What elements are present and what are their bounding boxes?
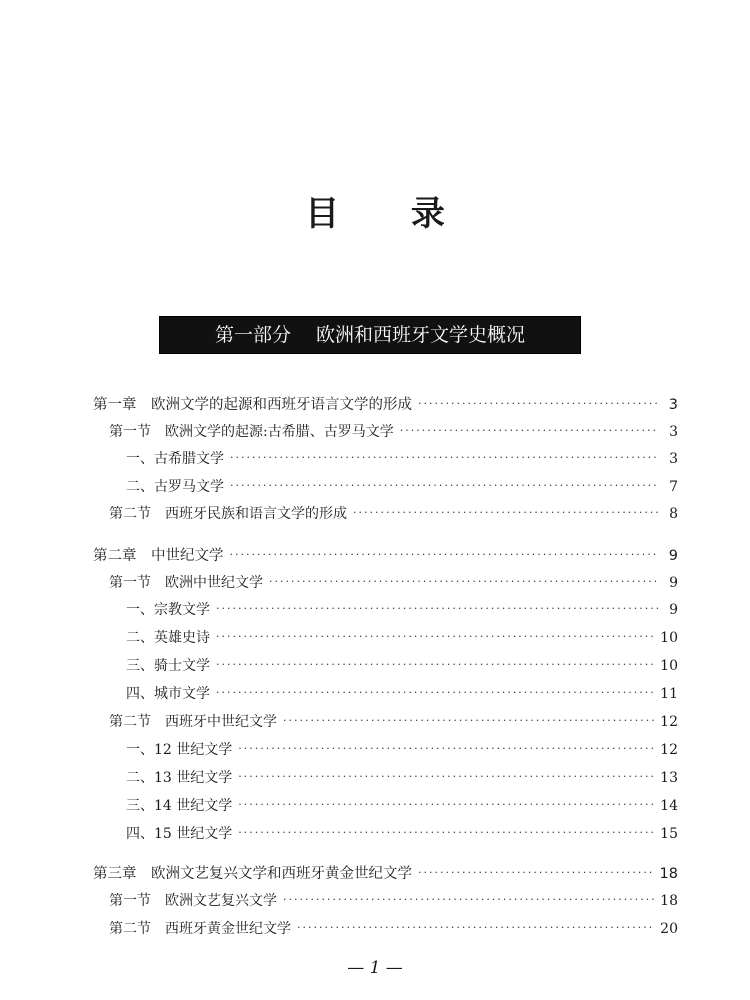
toc-entry-page: 12: [660, 714, 678, 730]
toc-entry-page: 14: [660, 798, 678, 814]
toc-entry-page: 11: [660, 686, 678, 702]
toc-entry[interactable]: [126, 795, 678, 817]
toc-entry-label: 四、城市文学: [126, 686, 210, 702]
toc-entry[interactable]: [126, 627, 678, 649]
dot-leader: [216, 630, 654, 643]
toc-entry-page: 7: [669, 479, 678, 495]
dot-leader: [230, 548, 659, 561]
dot-leader: [283, 714, 654, 727]
toc-entry-label: 三、14 世纪文学: [126, 798, 233, 814]
toc-entry-page: 3: [669, 451, 678, 467]
page-number-footer: — 1 —: [347, 958, 403, 978]
toc-entry-label: 第一章 欧洲文学的起源和西班牙语言文学的形成: [93, 397, 412, 413]
dot-leader: [238, 742, 654, 755]
toc-entry-page: 12: [660, 742, 678, 758]
toc-entry-label: 二、英雄史诗: [126, 630, 210, 646]
toc-entry-label: 第二节 西班牙黄金世纪文学: [109, 921, 291, 937]
page-title: 目 录: [305, 194, 475, 234]
toc-entry-page: 9: [668, 548, 678, 564]
toc-entry-label: 一、古希腊文学: [126, 451, 224, 467]
toc-entry-page: 3: [668, 397, 678, 413]
part-title: 欧洲和西班牙文学史概况: [316, 324, 526, 346]
toc-entry-page: 15: [660, 826, 678, 842]
dot-leader: [238, 798, 654, 811]
toc-entry-page: 8: [669, 506, 678, 522]
dot-leader: [297, 921, 654, 934]
toc-entry-label: 第二节 西班牙中世纪文学: [109, 714, 277, 730]
toc-entry[interactable]: [126, 655, 678, 677]
toc-entry[interactable]: [126, 683, 678, 705]
toc-entry[interactable]: [126, 767, 678, 789]
dot-leader: [230, 479, 658, 492]
toc-entry[interactable]: [109, 503, 678, 525]
dot-leader: [400, 424, 658, 437]
toc-entry[interactable]: [126, 476, 678, 498]
dot-leader: [216, 602, 658, 615]
toc-entry[interactable]: [126, 739, 678, 761]
toc-entry[interactable]: [93, 544, 678, 566]
toc-entry-page: 9: [669, 602, 678, 618]
toc-entry-label: 第三章 欧洲文艺复兴文学和西班牙黄金世纪文学: [93, 866, 412, 882]
part-label: 第一部分: [214, 324, 291, 346]
toc-entry-page: 18: [659, 866, 678, 882]
toc-entry-page: 10: [660, 630, 678, 646]
toc-entry-page: 20: [660, 921, 678, 937]
dot-leader: [238, 826, 654, 839]
toc-entry-label: 二、古罗马文学: [126, 479, 224, 495]
toc-entry-label: 第一节 欧洲中世纪文学: [109, 575, 263, 591]
dot-leader: [418, 866, 654, 879]
toc-entry[interactable]: [109, 572, 678, 594]
toc-entry-label: 四、15 世纪文学: [126, 826, 233, 842]
toc-entry[interactable]: [109, 711, 678, 733]
toc-entry-page: 3: [669, 424, 678, 440]
toc-entry-label: 第一节 欧洲文艺复兴文学: [109, 893, 277, 909]
toc-entry-page: 13: [660, 770, 678, 786]
dot-leader: [216, 686, 654, 699]
toc-entry[interactable]: [109, 421, 678, 443]
toc-entry-page: 18: [660, 893, 678, 909]
dot-leader: [238, 770, 654, 783]
toc-entry[interactable]: [126, 599, 678, 621]
dot-leader: [353, 506, 658, 519]
toc-entry-label: 第二章 中世纪文学: [93, 548, 224, 564]
toc-entry-label: 三、骑士文学: [126, 658, 210, 674]
dot-leader: [230, 451, 658, 464]
toc-entry-label: 一、12 世纪文学: [126, 742, 233, 758]
toc-entry[interactable]: [93, 393, 678, 415]
toc-entry-label: 第二节 西班牙民族和语言文学的形成: [109, 506, 347, 522]
dot-leader: [283, 893, 654, 906]
dot-leader: [269, 575, 658, 588]
toc-entry[interactable]: [126, 448, 678, 470]
toc-entry-page: 9: [669, 575, 678, 591]
toc-entry-label: 一、宗教文学: [126, 602, 210, 618]
dot-leader: [216, 658, 654, 671]
toc-entry-page: 10: [660, 658, 678, 674]
toc-entry[interactable]: [126, 823, 678, 845]
toc-entry-label: 二、13 世纪文学: [126, 770, 233, 786]
toc-entry[interactable]: [109, 890, 678, 912]
toc-entry-label: 第一节 欧洲文学的起源:古希腊、古罗马文学: [109, 424, 394, 440]
toc-entry[interactable]: [109, 918, 678, 940]
toc-entry[interactable]: [93, 862, 678, 884]
dot-leader: [418, 397, 658, 410]
